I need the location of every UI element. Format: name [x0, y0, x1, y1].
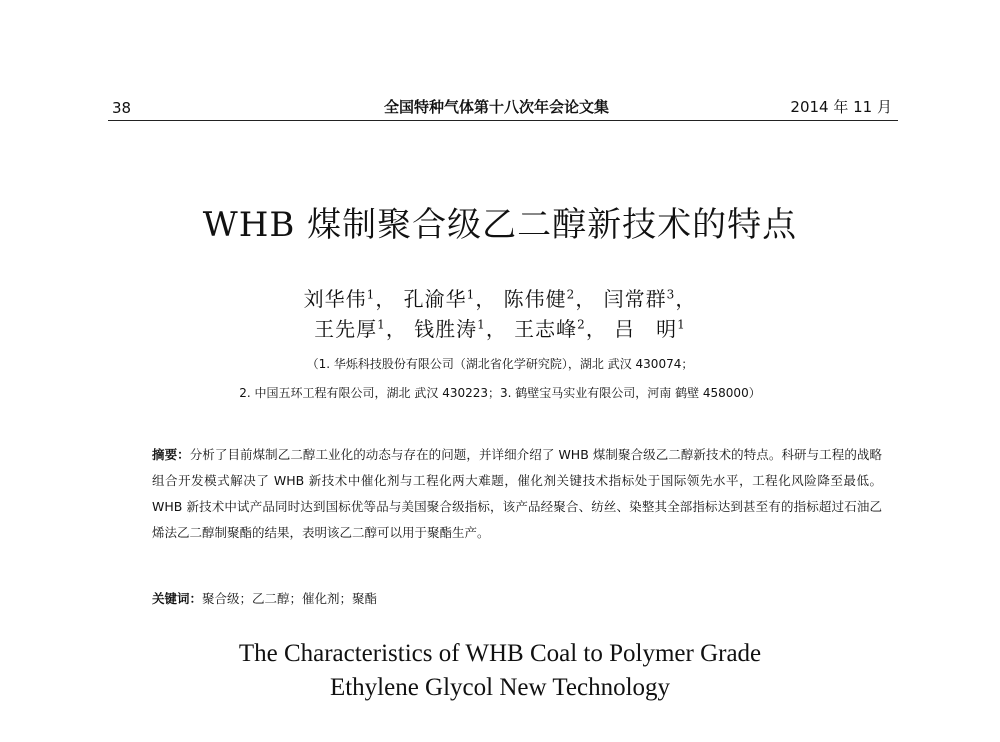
- keywords: [152, 589, 882, 607]
- abstract-label: 摘要：: [152, 447, 190, 462]
- affiliation-line-2: 2. 中国五环工程有限公司，湖北 武汉 430223；3. 鹤壁宝马实业有限公司，河南 鹤壁 458000）: [239, 386, 761, 400]
- author: 王先厚: [314, 317, 378, 341]
- english-title-line-2: Ethylene Glycol New Technology: [329, 674, 671, 701]
- author: 陈伟健: [503, 287, 567, 311]
- abstract-text: 分析了目前煤制乙二醇工业化的动态与存在的问题，并详细介绍了 WHB 煤制聚合级乙二醇新技术的特点。科研与工程的战略组合开发模式解决了 WHB 新技术中催化剂与工程化两大难题，催化剂关键技术指标处于国际领先水平，工程化风险降至最低。WHB 新技术中试产品同时达到国标优等品与美国聚合级指标，该产品经聚合、纺丝、染整其全部指标达到甚至有的指标超过石油乙烯法乙二醇制聚酯的结果，表明该乙二醇可以用于聚酯生产。: [152, 447, 882, 540]
- abstract: [152, 442, 882, 546]
- author: 钱胜涛: [414, 317, 478, 341]
- author: 孔渝华: [403, 287, 467, 311]
- author-line-1: 刘华伟$^1$， 孔渝华$^1$， 陈伟健$^2$， 闫常群$^3$，: [303, 287, 697, 311]
- author: 刘华伟: [303, 287, 367, 311]
- affiliation-line-1: （1. 华烁科技股份有限公司（湖北省化学研究院），湖北 武汉 430074；: [306, 357, 694, 371]
- paper-title: WHB 煤制聚合级乙二醇新技术的特点: [202, 205, 798, 245]
- running-header: [108, 98, 898, 121]
- author: 闫常群: [603, 287, 667, 311]
- issue-date: 2014 年 11 月: [790, 98, 892, 116]
- author: 吕 明: [614, 317, 678, 341]
- author: 王志峰: [514, 317, 578, 341]
- keywords-text: 聚合级；乙二醇；催化剂；聚酯: [202, 591, 378, 606]
- journal-title: 全国特种气体第十八次年会论文集: [384, 98, 610, 116]
- author-line-2: 王先厚$^1$， 钱胜涛$^1$， 王志峰$^2$， 吕 明$^1$: [314, 317, 686, 341]
- keywords-label: 关键词：: [152, 591, 203, 606]
- page-number: 38: [112, 99, 132, 117]
- english-title-line-1: The Characteristics of WHB Coal to Polymer Grade: [238, 640, 762, 667]
